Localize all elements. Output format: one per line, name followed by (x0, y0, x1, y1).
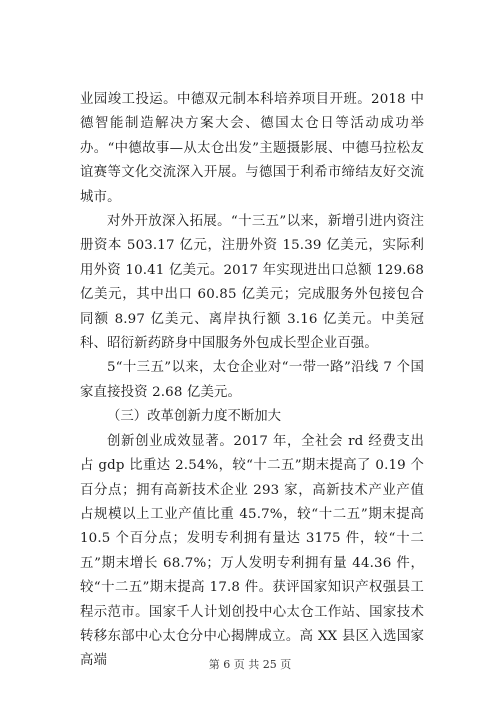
page-body (80, 88, 424, 674)
page-footer: 第 6 页 共 25 页 (208, 658, 292, 671)
paragraph-belt-and-road: 5“十三五”以来，太仓企业对“一带一路”沿线 7 个国家直接投资 2.68 亿美元。 (80, 360, 424, 400)
paragraph-opening-up: 对外开放深入拓展。“十三五”以来，新增引进内资注册资本 503.17 亿元，注册外资 15.39 亿美元，实际利用外资 10.41 亿美元。2017 年实现进出口总额 129.68 亿美元，其中出口 60.85 亿美元；完成服务外包接包合同额 8.97 亿美元、离岸执行额 3.16 亿美元。中美冠科、昭衍新药跻身中国服务外包成长型企业百强。 (80, 214, 424, 352)
paragraph-innovation: 创新创业成效显著。2017 年，全社会 rd 经费支出占 gdp 比重达 2.54%，较“十二五”期末提高了 0.19 个百分点；拥有高新技术企业 293 家，高新技术产业产值占规模以上工业产值比重 45.7%，较“十二五”期末提高 10.5 个百分点；发明专利拥有量达 3175 件，较“十二五”期末增长 68.7%；万人发明专利拥有量 44.36 件，较“十二五”期末提高 17.8 件。获评国家知识产权强县工程示范市。国家千人计划创投中心太仓工作站、国家技术转移东部中心太仓分中心揭牌成立。高 XX 县区入选国家高端 (80, 433, 424, 669)
section-heading: （三）改革创新力度不断加大 (107, 409, 282, 425)
paragraph-continuation: 业园竣工投运。中德双元制本科培养项目开班。2018 中德智能制造解决方案大会、德国太仓日等活动成功举办。“中德故事—从太仓出发”主题摄影展、中德马拉松友谊赛等文化交流深入开展。与德国于利希市缔结友好交流城市。 (80, 92, 424, 205)
